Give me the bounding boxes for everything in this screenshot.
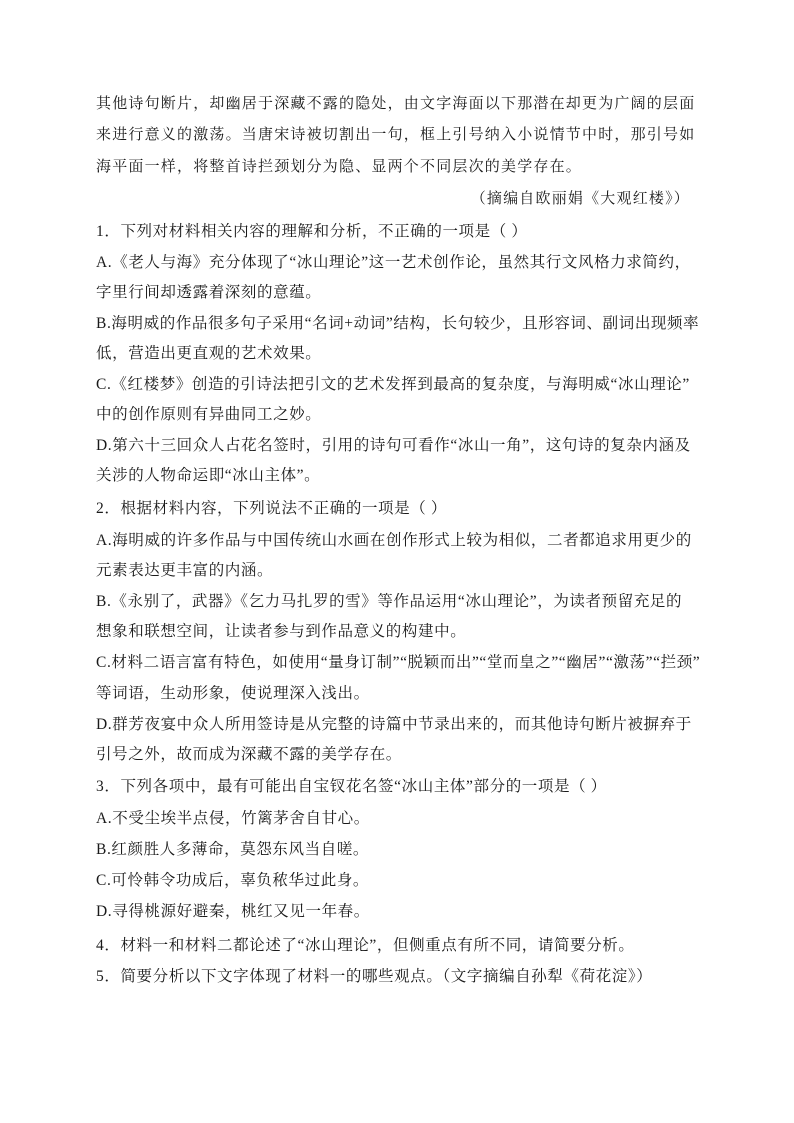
q2-option-d-line-1: D.群芳夜宴中众人所用签诗是从完整的诗篇中节录出来的，而其他诗句断片被摒弃于 [96, 716, 692, 733]
q2-option-a-line-2: 元素表达更丰富的内涵。 [96, 562, 274, 579]
q4-stem: 4．材料一和材料二都论述了“冰山理论”，但侧重点有所不同，请简要分析。 [96, 937, 635, 954]
passage-line-3: 海平面一样，将整首诗拦颈划分为隐、显两个不同层次的美学存在。 [96, 157, 583, 175]
q3-stem: 3．下列各项中，最有可能出自宝钗花名签“冰山主体”部分的一项是（ ） [96, 778, 607, 795]
q1-option-c-line-1: C.《红楼梦》创造的引诗法把引文的艺术发挥到最高的复杂度，与海明威“冰山理论” [96, 376, 690, 393]
q5-stem: 5．简要分析以下文字体现了材料一的哪些观点。（文字摘编自孙犁《荷花淀》） [96, 968, 653, 985]
q1-option-b-line-2: 低，营造出更直观的艺术效果。 [96, 345, 322, 362]
q1-option-b-line-1: B.海明威的作品很多句子采用“名词+动词”结构，长句较少，且形容词、副词出现频率 [96, 315, 700, 332]
q2-option-a-line-1: A.海明威的许多作品与中国传统山水画在创作形式上较为相似，二者都追求用更少的 [96, 532, 692, 549]
q1-stem: 1．下列对材料相关内容的理解和分析，不正确的一项是（ ） [96, 223, 528, 240]
passage-source: （摘编自欧丽娟《大观红楼》） [470, 189, 690, 207]
q2-stem: 2．根据材料内容，下列说法不正确的一项是（ ） [96, 500, 447, 517]
q3-option-a: A.不受尘埃半点侵，竹篱茅舍自甘心。 [96, 810, 370, 827]
q1-option-d-line-2: 关涉的人物命运即“冰山主体”。 [96, 467, 321, 484]
q1-option-d-line-1: D.第六十三回众人占花名签时，引用的诗句可看作“冰山一角”，这句诗的复杂内涵及 [96, 437, 691, 454]
q3-option-c: C.可怜韩令功成后，辜负秾华过此身。 [96, 872, 370, 889]
q2-option-c-line-1: C.材料二语言富有特色，如使用“量身订制”“脱颖而出”“堂而皇之”“幽居”“激荡”“拦颈” [96, 654, 701, 671]
q3-option-d: D.寻得桃源好避秦，桃红又见一年春。 [96, 903, 370, 920]
passage-line-1: 其他诗句断片，却幽居于深藏不露的隐处，由文字海面以下那潜在却更为广阔的层面 [96, 94, 696, 112]
q1-option-a-line-1: A.《老人与海》充分体现了“冰山理论”这一艺术创作论，虽然其行文风格力求简约， [96, 254, 691, 271]
q2-option-b-line-2: 想象和联想空间，让读者参与到作品意义的构建中。 [96, 623, 467, 640]
q1-option-c-line-2: 中的创作原则有异曲同工之妙。 [96, 406, 322, 423]
q2-option-b-line-1: B.《永别了，武器》《乞力马扎罗的雪》等作品运用“冰山理论”，为读者预留充足的 [96, 593, 683, 610]
passage-line-2: 来进行意义的激荡。当唐宋诗被切割出一句，框上引号纳入小说情节中时，那引号如 [96, 125, 696, 143]
q2-option-c-line-2: 等词语，生动形象，使说理深入浅出。 [96, 685, 370, 702]
q1-option-a-line-2: 字里行间却透露着深刻的意蕴。 [96, 284, 322, 301]
q3-option-b: B.红颜胜人多薄命，莫怨东风当自嗟。 [96, 841, 370, 858]
q2-option-d-line-2: 引号之外，故而成为深藏不露的美学存在。 [96, 746, 402, 763]
